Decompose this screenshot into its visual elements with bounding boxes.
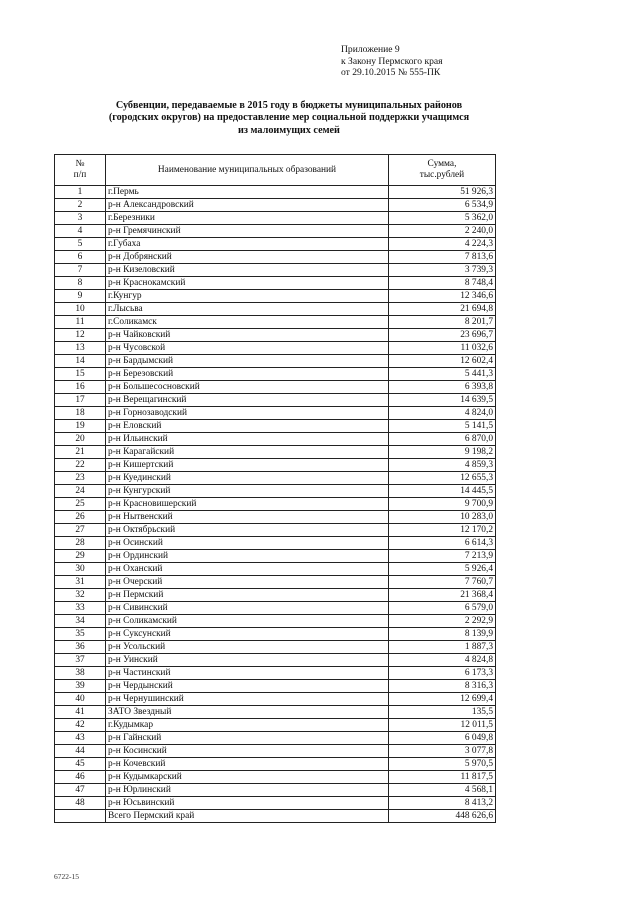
row-municipality: р-н Чернушинский [106, 693, 389, 706]
row-municipality: р-н Березовский [106, 368, 389, 381]
row-municipality: р-н Пермский [106, 589, 389, 602]
table-row [55, 745, 496, 758]
row-municipality: р-н Гремячинский [106, 225, 389, 238]
row-number: 39 [55, 680, 106, 693]
row-number: 20 [55, 433, 106, 446]
row-number: 5 [55, 238, 106, 251]
row-number: 30 [55, 563, 106, 576]
row-number: 6 [55, 251, 106, 264]
row-sum: 10 283,0 [389, 511, 496, 524]
table-row [55, 680, 496, 693]
appendix-line-2: к Закону Пермского края [341, 55, 443, 67]
row-sum: 5 970,5 [389, 758, 496, 771]
row-municipality: р-н Уинский [106, 654, 389, 667]
row-sum: 6 614,3 [389, 537, 496, 550]
row-number: 3 [55, 212, 106, 225]
row-sum: 12 011,5 [389, 719, 496, 732]
row-municipality: р-н Сивинский [106, 602, 389, 615]
row-municipality: р-н Ильинский [106, 433, 389, 446]
row-municipality: р-н Кудымкарский [106, 771, 389, 784]
title-line-3: из малоимущих семей [238, 124, 340, 136]
row-number: 14 [55, 355, 106, 368]
table-total-row [55, 810, 496, 823]
table-row [55, 784, 496, 797]
table-row [55, 433, 496, 446]
row-municipality: ЗАТО Звездный [106, 706, 389, 719]
row-sum: 4 859,3 [389, 459, 496, 472]
row-municipality: р-н Чайковский [106, 329, 389, 342]
row-number: 9 [55, 290, 106, 303]
row-municipality: г.Лысьва [106, 303, 389, 316]
row-number: 46 [55, 771, 106, 784]
row-number: 25 [55, 498, 106, 511]
table-row [55, 225, 496, 238]
table-row [55, 368, 496, 381]
row-sum: 9 198,2 [389, 446, 496, 459]
table-row [55, 420, 496, 433]
row-number: 31 [55, 576, 106, 589]
table-row [55, 316, 496, 329]
row-municipality: р-н Усольский [106, 641, 389, 654]
row-number: 12 [55, 329, 106, 342]
table-row [55, 459, 496, 472]
row-municipality: р-н Кизеловский [106, 264, 389, 277]
row-number: 10 [55, 303, 106, 316]
row-sum: 7 760,7 [389, 576, 496, 589]
table-row [55, 381, 496, 394]
row-municipality: р-н Октябрьский [106, 524, 389, 537]
row-sum: 11 032,6 [389, 342, 496, 355]
row-number: 34 [55, 615, 106, 628]
row-municipality: г.Березники [106, 212, 389, 225]
total-label: Всего Пермский край [106, 810, 389, 823]
row-sum: 5 362,0 [389, 212, 496, 225]
row-sum: 3 739,3 [389, 264, 496, 277]
header-sum-line-1: Сумма, [427, 159, 457, 169]
row-number: 7 [55, 264, 106, 277]
table-row [55, 537, 496, 550]
row-number: 44 [55, 745, 106, 758]
row-sum: 6 534,9 [389, 199, 496, 212]
row-number: 13 [55, 342, 106, 355]
row-number: 42 [55, 719, 106, 732]
row-municipality: р-н Кишертский [106, 459, 389, 472]
title-line-2: (городских округов) на предоставление мер социальной поддержки учащимся [108, 112, 470, 124]
row-number: 27 [55, 524, 106, 537]
row-number: 4 [55, 225, 106, 238]
row-number: 33 [55, 602, 106, 615]
table-row [55, 329, 496, 342]
row-sum: 6 393,8 [389, 381, 496, 394]
row-sum: 8 201,7 [389, 316, 496, 329]
row-sum: 5 926,4 [389, 563, 496, 576]
document-title [58, 100, 520, 137]
row-number: 45 [55, 758, 106, 771]
row-sum: 12 170,2 [389, 524, 496, 537]
row-number: 17 [55, 394, 106, 407]
row-municipality: р-н Юсьвинский [106, 797, 389, 810]
row-sum: 8 413,2 [389, 797, 496, 810]
table-row [55, 264, 496, 277]
table-row [55, 342, 496, 355]
table-row [55, 667, 496, 680]
table-row [55, 290, 496, 303]
row-municipality: р-н Суксунский [106, 628, 389, 641]
row-municipality: р-н Александровский [106, 199, 389, 212]
row-sum: 2 240,0 [389, 225, 496, 238]
table-row [55, 498, 496, 511]
row-number: 22 [55, 459, 106, 472]
row-sum: 12 655,3 [389, 472, 496, 485]
row-municipality: р-н Косинский [106, 745, 389, 758]
header-number-line-1: № [75, 159, 85, 169]
table-row [55, 511, 496, 524]
table-row [55, 771, 496, 784]
row-municipality: р-н Оханский [106, 563, 389, 576]
row-sum: 14 445,5 [389, 485, 496, 498]
row-sum: 11 817,5 [389, 771, 496, 784]
header-number [55, 155, 106, 186]
appendix-line-1: Приложение 9 [341, 44, 400, 55]
row-municipality: р-н Чердынский [106, 680, 389, 693]
table-row [55, 277, 496, 290]
row-municipality: р-н Частинский [106, 667, 389, 680]
row-sum: 7 813,6 [389, 251, 496, 264]
row-number: 28 [55, 537, 106, 550]
row-sum: 135,5 [389, 706, 496, 719]
row-number: 11 [55, 316, 106, 329]
row-sum: 14 639,5 [389, 394, 496, 407]
table-row [55, 602, 496, 615]
row-municipality: р-н Чусовской [106, 342, 389, 355]
header-name: Наименование муниципальных образований [106, 155, 389, 186]
table-row [55, 719, 496, 732]
table-row [55, 706, 496, 719]
row-sum: 4 568,1 [389, 784, 496, 797]
row-municipality: р-н Куединский [106, 472, 389, 485]
table-row [55, 238, 496, 251]
row-municipality: р-н Ординский [106, 550, 389, 563]
row-number: 24 [55, 485, 106, 498]
row-number: 26 [55, 511, 106, 524]
footer-code: 6722-15 [54, 872, 79, 881]
row-sum: 7 213,9 [389, 550, 496, 563]
row-municipality: р-н Большесосновский [106, 381, 389, 394]
row-sum: 4 824,8 [389, 654, 496, 667]
table-row [55, 472, 496, 485]
appendix-line-3: от 29.10.2015 № 555-ПК [341, 67, 441, 79]
row-number: 47 [55, 784, 106, 797]
table-row [55, 693, 496, 706]
row-sum: 51 926,3 [389, 186, 496, 199]
row-municipality: р-н Кунгурский [106, 485, 389, 498]
row-number: 37 [55, 654, 106, 667]
table-body [55, 186, 496, 823]
row-municipality: р-н Бардымский [106, 355, 389, 368]
subsidy-table [54, 154, 496, 823]
row-number: 41 [55, 706, 106, 719]
row-municipality: р-н Верещагинский [106, 394, 389, 407]
row-number: 16 [55, 381, 106, 394]
row-sum: 8 748,4 [389, 277, 496, 290]
row-municipality: г.Губаха [106, 238, 389, 251]
row-sum: 5 141,5 [389, 420, 496, 433]
row-number: 2 [55, 199, 106, 212]
row-sum: 1 887,3 [389, 641, 496, 654]
row-number: 18 [55, 407, 106, 420]
row-number: 35 [55, 628, 106, 641]
row-municipality: р-н Очерский [106, 576, 389, 589]
row-sum: 3 077,8 [389, 745, 496, 758]
table-row [55, 615, 496, 628]
row-number: 36 [55, 641, 106, 654]
row-number: 40 [55, 693, 106, 706]
row-sum: 6 049,8 [389, 732, 496, 745]
total-number [55, 810, 106, 823]
row-municipality: р-н Карагайский [106, 446, 389, 459]
table-row [55, 524, 496, 537]
row-sum: 23 696,7 [389, 329, 496, 342]
table-row [55, 797, 496, 810]
row-number: 29 [55, 550, 106, 563]
row-sum: 9 700,9 [389, 498, 496, 511]
row-municipality: г.Соликамск [106, 316, 389, 329]
row-number: 1 [55, 186, 106, 199]
table-row [55, 563, 496, 576]
row-number: 8 [55, 277, 106, 290]
row-number: 32 [55, 589, 106, 602]
table-header-row [55, 155, 496, 186]
row-municipality: р-н Красновишерский [106, 498, 389, 511]
row-sum: 6 870,0 [389, 433, 496, 446]
table-row [55, 654, 496, 667]
row-sum: 5 441,3 [389, 368, 496, 381]
row-sum: 21 368,4 [389, 589, 496, 602]
row-sum: 2 292,9 [389, 615, 496, 628]
row-municipality: р-н Осинский [106, 537, 389, 550]
table-row [55, 758, 496, 771]
table-row [55, 732, 496, 745]
row-municipality: г.Кудымкар [106, 719, 389, 732]
appendix-reference [341, 44, 481, 79]
row-sum: 12 346,6 [389, 290, 496, 303]
row-sum: 4 224,3 [389, 238, 496, 251]
table-row [55, 212, 496, 225]
row-sum: 6 579,0 [389, 602, 496, 615]
row-number: 38 [55, 667, 106, 680]
table-row [55, 355, 496, 368]
row-municipality: р-н Добрянский [106, 251, 389, 264]
table-row [55, 199, 496, 212]
table-row [55, 576, 496, 589]
row-municipality: р-н Юрлинский [106, 784, 389, 797]
row-municipality: р-н Гайнский [106, 732, 389, 745]
header-number-line-2: п/п [73, 170, 87, 180]
row-municipality: р-н Нытвенский [106, 511, 389, 524]
table-row [55, 550, 496, 563]
row-number: 15 [55, 368, 106, 381]
header-sum [389, 155, 496, 186]
row-number: 21 [55, 446, 106, 459]
row-municipality: р-н Горнозаводский [106, 407, 389, 420]
table-row [55, 641, 496, 654]
total-sum: 448 626,6 [389, 810, 496, 823]
row-municipality: р-н Еловский [106, 420, 389, 433]
table-row [55, 303, 496, 316]
row-sum: 12 699,4 [389, 693, 496, 706]
row-sum: 8 139,9 [389, 628, 496, 641]
row-municipality: р-н Соликамский [106, 615, 389, 628]
table-row [55, 407, 496, 420]
row-number: 23 [55, 472, 106, 485]
table-row [55, 589, 496, 602]
row-sum: 21 694,8 [389, 303, 496, 316]
row-sum: 12 602,4 [389, 355, 496, 368]
table-row [55, 251, 496, 264]
row-sum: 8 316,3 [389, 680, 496, 693]
row-number: 48 [55, 797, 106, 810]
table-row [55, 485, 496, 498]
row-municipality: р-н Кочевский [106, 758, 389, 771]
row-number: 43 [55, 732, 106, 745]
table-row [55, 628, 496, 641]
row-sum: 4 824,0 [389, 407, 496, 420]
table-row [55, 394, 496, 407]
header-sum-line-2: тыс.рублей [419, 170, 465, 180]
table-row [55, 186, 496, 199]
row-municipality: г.Пермь [106, 186, 389, 199]
row-sum: 6 173,3 [389, 667, 496, 680]
row-number: 19 [55, 420, 106, 433]
row-municipality: р-н Краснокамский [106, 277, 389, 290]
title-line-1: Субвенции, передаваемые в 2015 году в бюджеты муниципальных районов [115, 100, 463, 111]
row-municipality: г.Кунгур [106, 290, 389, 303]
table-row [55, 446, 496, 459]
